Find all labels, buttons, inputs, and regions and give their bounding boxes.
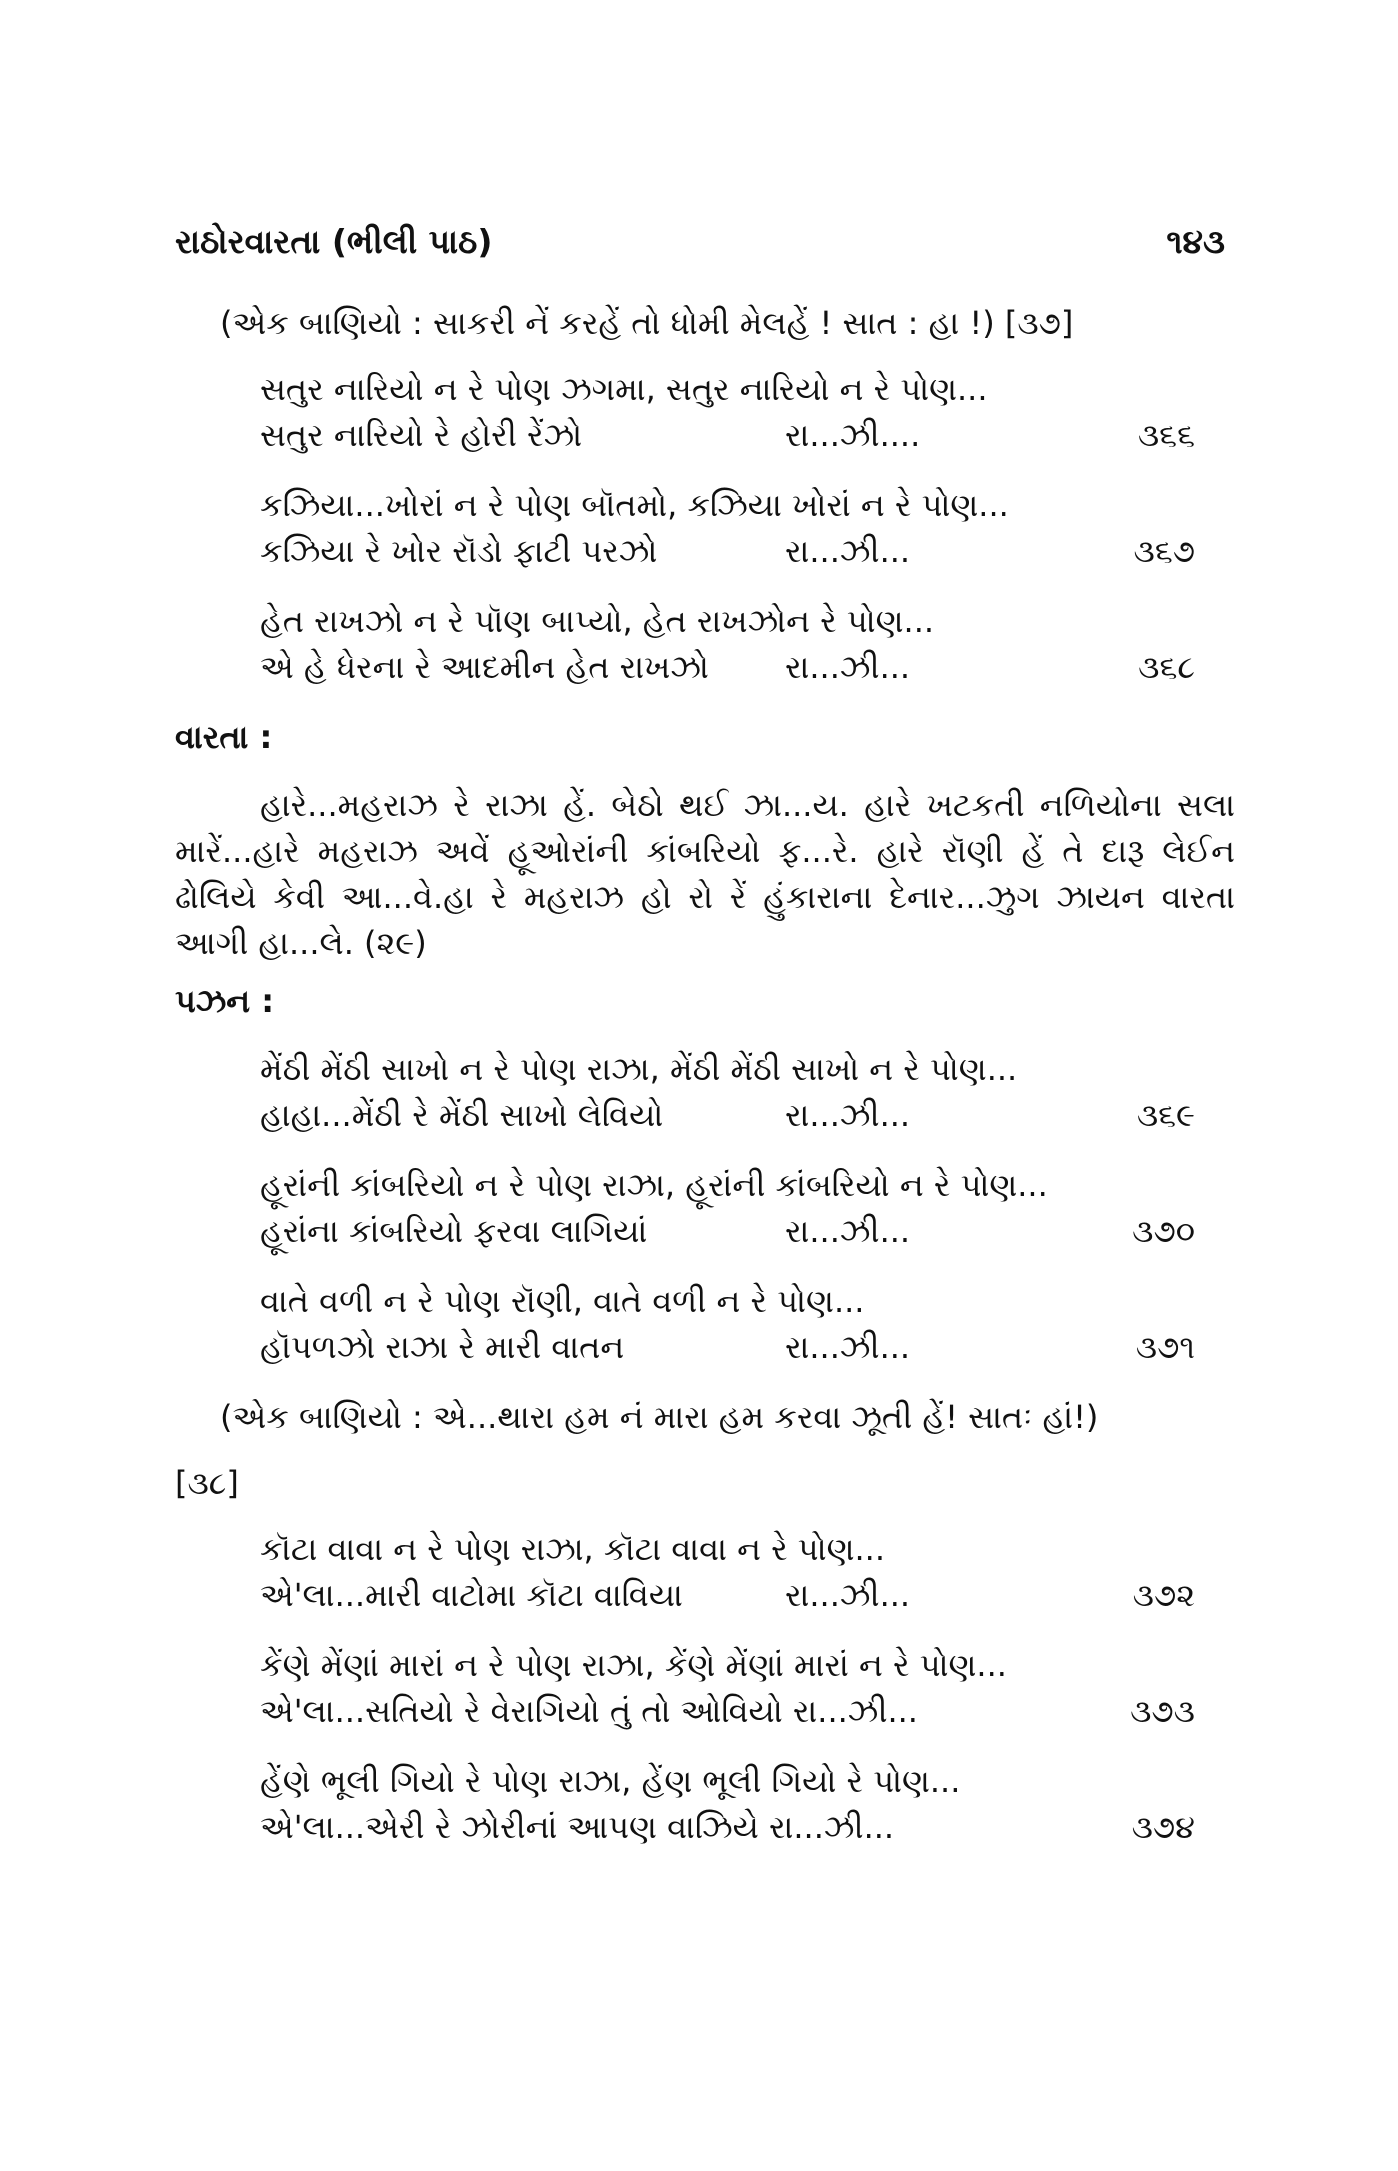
verse-text: એ હે ધેરના રે આદમીન હેત રાખઝો	[260, 648, 709, 686]
aside-note: (એક બાણિયો : સાકરી નેં કરહેં તો ધોમી મેલહેં ! સાત : હા !) [૩૭]	[220, 304, 1074, 342]
stanza	[175, 482, 1235, 574]
verse-line	[260, 412, 1235, 458]
refrain: રા...ઝી...	[785, 648, 911, 686]
verse-line	[260, 644, 1235, 690]
stanza-group-1	[175, 366, 1235, 690]
running-title: રાઠોરવારતા (ભીલી પાઠ)	[175, 222, 493, 261]
verse-line: હેંણે ભૂલી ગિયો રે પોણ રાઝા, હેંણ ભૂલી ગિયો રે પોણ...	[260, 1762, 961, 1800]
verse-number: ૩૬૭	[1133, 532, 1195, 570]
section-heading-varta: વારતા :	[175, 718, 273, 756]
page-number: ૧૪૩	[1166, 222, 1225, 261]
verse-number: ૩૬૯	[1136, 1096, 1195, 1134]
verse-line: મેંઠી મેંઠી સાખો ન રે પોણ રાઝા, મેંઠી મેંઠી સાખો ન રે પોણ...	[260, 1050, 1018, 1088]
verse-line: વાતે વળી ન રે પોણ રૉણી, વાતે વળી ન રે પોણ...	[260, 1282, 865, 1320]
section-heading-pajan: પઝન :	[175, 982, 275, 1020]
stanza	[175, 1642, 1235, 1734]
refrain: રા...ઝી....	[785, 416, 921, 454]
stanza	[175, 1278, 1235, 1370]
verse-number: ૩૭૩	[1130, 1692, 1195, 1730]
stanza	[175, 1162, 1235, 1254]
verse-text: હાહા...મેંઠી રે મેંઠી સાખો લેવિયો	[260, 1096, 664, 1134]
page-body	[175, 300, 1235, 1874]
verse-text: કઝિયા રે ખોર રૉડો ફાટી પરઝો	[260, 532, 658, 570]
refrain: રા...ઝી...	[785, 1212, 911, 1250]
verse-line	[260, 1688, 1235, 1734]
verse-number: ૩૬૬	[1137, 416, 1195, 454]
verse-text: સતુર નારિયો રે હોરી રેંઝો	[260, 416, 583, 454]
verse-line	[260, 528, 1235, 574]
verse-number: ૩૭૨	[1132, 1576, 1195, 1614]
refrain: રા...ઝી...	[785, 1576, 911, 1614]
verse-number: ૩૬૮	[1138, 648, 1195, 686]
stanza	[175, 598, 1235, 690]
stanza-group-2	[175, 1046, 1235, 1370]
verse-text: એ'લા...એરી રે ઝોરીનાં આપણ વાઝિયે રા...ઝી...	[260, 1808, 895, 1846]
verse-text: એ'લા...સતિયો રે વેરાગિયો તું તો ઓવિયો રા...ઝી...	[260, 1692, 918, 1730]
stanza	[175, 366, 1235, 458]
verse-line: સતુર નારિયો ન રે પોણ ઝગમા, સતુર નારિયો ન રે પોણ...	[260, 370, 988, 408]
refrain: રા...ઝી...	[785, 1328, 911, 1366]
verse-text: એ'લા...મારી વાટોમા કૉટા વાવિયા	[260, 1576, 683, 1614]
stanza	[175, 1526, 1235, 1618]
verse-text: હૉપળઝો રાઝા રે મારી વાતન	[260, 1328, 625, 1366]
verse-text: હૂરાંના કાંબરિયો ફરવા લાગિયાં	[260, 1212, 648, 1250]
verse-line	[260, 1572, 1235, 1618]
stanza	[175, 1758, 1235, 1850]
verse-line	[260, 1804, 1235, 1850]
verse-line: કઝિયા...ખોરાં ન રે પોણ બૉતમો, કઝિયા ખોરાં ન રે પોણ...	[260, 486, 1009, 524]
refrain: રા...ઝી...	[785, 532, 911, 570]
stanza	[175, 1046, 1235, 1138]
verse-line: કૉટા વાવા ન રે પોણ રાઝા, કૉટા વાવા ન રે પોણ...	[260, 1530, 885, 1568]
verse-number: ૩૭૪	[1131, 1808, 1195, 1846]
verse-line	[260, 1092, 1235, 1138]
verse-line	[260, 1324, 1235, 1370]
stanza-group-3	[175, 1526, 1235, 1850]
verse-number: ૩૭૧	[1135, 1328, 1195, 1366]
verse-line: હૂરાંની કાંબરિયો ન રે પોણ રાઝા, હૂરાંની કાંબરિયો ન રે પોણ...	[260, 1166, 1048, 1204]
refrain: રા...ઝી...	[785, 1096, 911, 1134]
aside-note: (એક બાણિયો : એ...થારા હમ નં મારા હમ કરવા ઝૂતી હેં! સાતઃ હાં!)	[220, 1398, 1099, 1436]
verse-number: ૩૭૦	[1132, 1212, 1195, 1250]
page-header	[175, 222, 1225, 262]
verse-line: હેત રાખઝો ન રે પૉણ બાપ્યો, હેત રાખઝોન રે પોણ...	[260, 602, 935, 640]
verse-line	[260, 1208, 1235, 1254]
prose-paragraph: હારે...મહરાઝ રે રાઝા હેં. બેઠો થઈ ઝા...ય. હારે ખટકતી નળિયોના સલા મારેં...હારે મહરાઝ અવેં હૂઓરાંની કાંબરિયો ફ...રે. હારે રૉણી હેં તે દારૂ લેઈન ઢોલિયે કેવી આ...વે.હા રે મહરાઝ હો રો રેં હુંકારાના દેનાર...ઝુગ ઝાયન વારતા આગી હા...લે. (૨૯)	[175, 786, 1235, 962]
aside-note-ref: [૩૮]	[175, 1464, 239, 1502]
verse-line: કેંણે મેંણાં મારાં ન રે પોણ રાઝા, કેંણે મેંણાં મારાં ન રે પોણ...	[260, 1646, 1007, 1684]
